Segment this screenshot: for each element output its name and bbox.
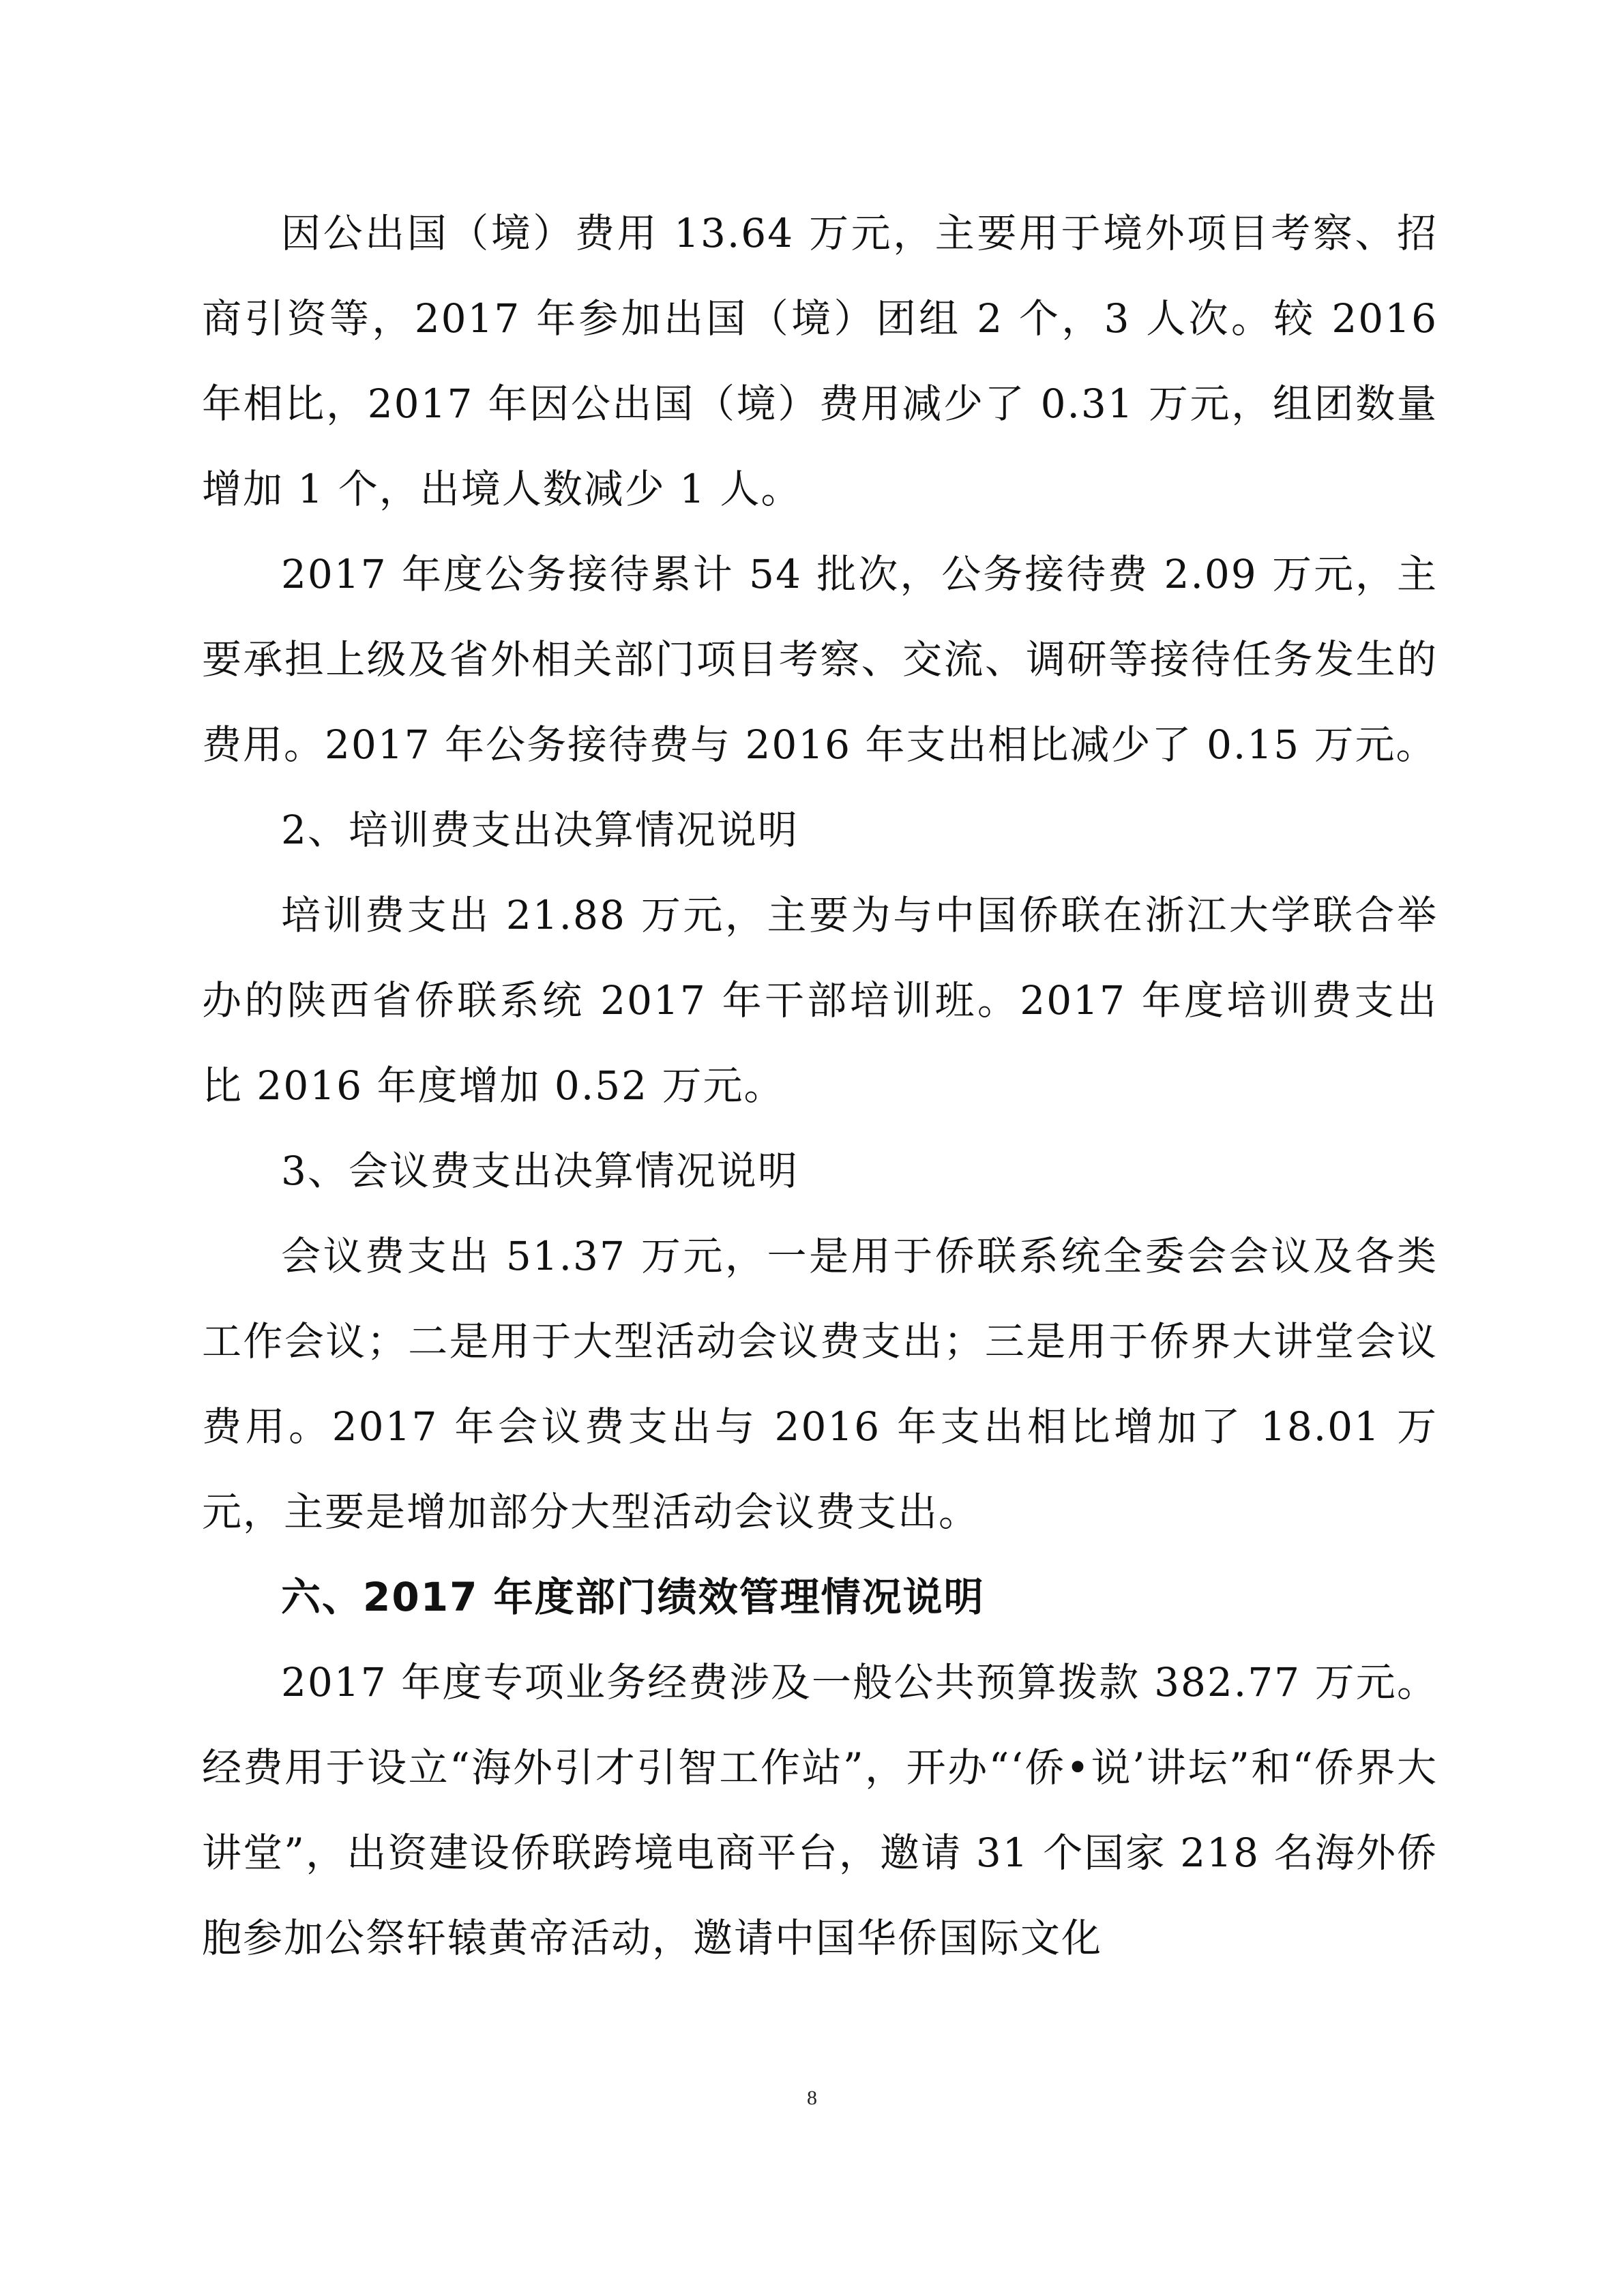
- paragraph-overseas-travel: 因公出国（境）费用 13.64 万元，主要用于境外项目考察、招商引资等，2017 年参加出国（境）团组 2 个，3 人次。较 2016 年相比，2017 年因公出国（境）费用减少了 0.31 万元，组团数量增加 1 个，出境人数减少 1 人。: [202, 210, 1438, 512]
- subheading-meetings: 3、会议费支出决算情况说明: [281, 1148, 799, 1194]
- subheading-training: 2、培训费支出决算情况说明: [281, 807, 799, 853]
- body-text: [202, 191, 1438, 1981]
- paragraph-performance: 2017 年度专项业务经费涉及一般公共预算拨款 382.77 万元。经费用于设立“海外引才引智工作站”，开办“‘侨•说’讲坛”和“侨界大讲堂”，出资建设侨联跨境电商平台，邀请 31 个国家 218 名海外侨胞参加公祭轩辕黄帝活动，邀请中国华侨国际文化: [202, 1659, 1438, 1961]
- section-heading-performance: 六、2017 年度部门绩效管理情况说明: [281, 1574, 985, 1620]
- paragraph-training: 培训费支出 21.88 万元，主要为与中国侨联在浙江大学联合举办的陕西省侨联系统 2017 年干部培训班。2017 年度培训费支出比 2016 年度增加 0.52 万元。: [202, 892, 1438, 1109]
- paragraph-official-reception: 2017 年度公务接待累计 54 批次，公务接待费 2.09 万元，主要承担上级及省外相关部门项目考察、交流、调研等接待任务发生的费用。2017 年公务接待费与 2016 年支出相比减少了 0.15 万元。: [202, 551, 1438, 768]
- paragraph-meetings: 会议费支出 51.37 万元，一是用于侨联系统全委会会议及各类工作会议；二是用于大型活动会议费支出；三是用于侨界大讲堂会议费用。2017 年会议费支出与 2016 年支出相比增加了 18.01 万元，主要是增加部分大型活动会议费支出。: [202, 1233, 1438, 1535]
- page-number: 8: [807, 2087, 817, 2109]
